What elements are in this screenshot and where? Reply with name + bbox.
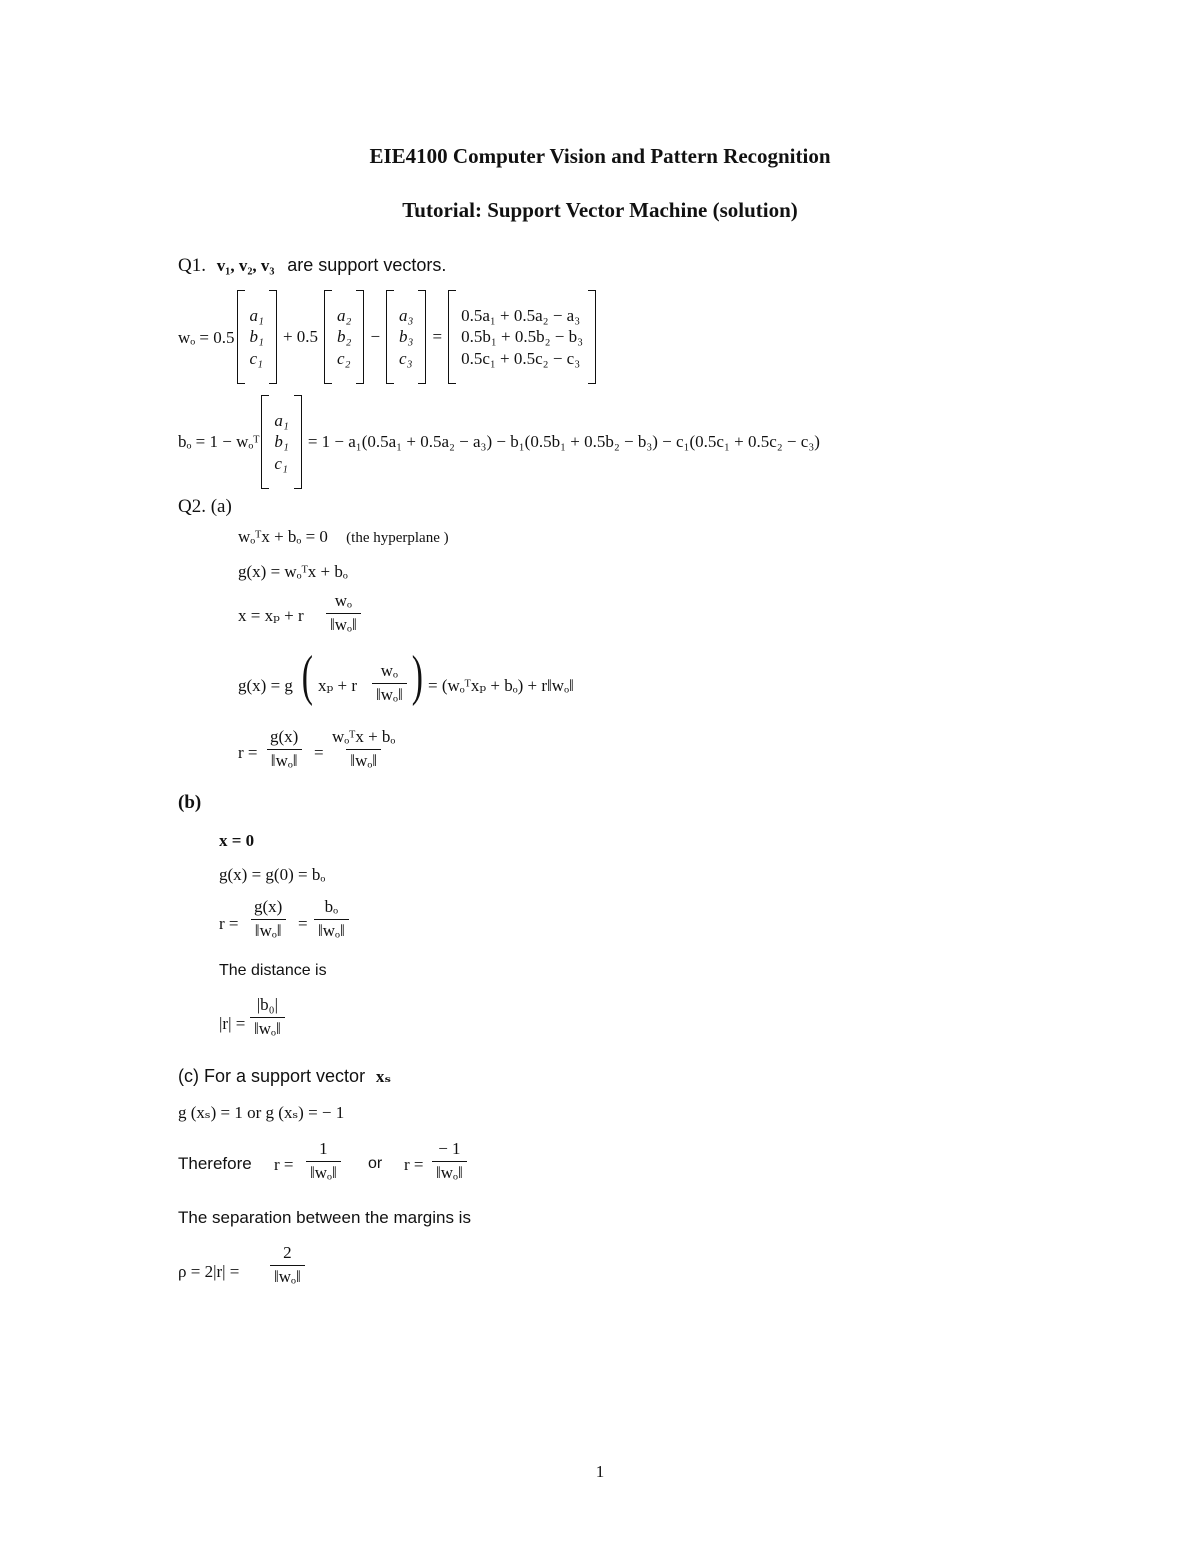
q2a-x-lhs: x = xₚ + r — [238, 606, 304, 625]
document-subtitle: Tutorial: Support Vector Machine (solution) — [402, 198, 798, 222]
q2c-line — [178, 1066, 391, 1088]
q2c-rho-fraction: $\frac{2}{\text{‖wₒ‖}}$ — [270, 1244, 305, 1286]
q2a-hyperplane: wₒᵀx + bₒ = 0 (the hyperplane ) — [238, 527, 449, 546]
q2a-g2-fraction: $\frac{\text{wₒ}}{\text{‖wₒ‖}}$ — [372, 662, 407, 704]
q2b-x-zero: x = 0 — [219, 831, 255, 850]
document-title: EIE4100 Computer Vision and Pattern Recognition — [369, 144, 831, 168]
q2b-r-lhs: r = — [219, 914, 239, 933]
q1-b-lhs: bₒ = 1 − wₒᵀ — [178, 432, 260, 451]
q2a-r-fraction2: wₒᵀx + bₒ ‖wₒ‖ — [332, 727, 396, 770]
q2c-r2-lhs: r = — [404, 1155, 424, 1174]
q2a-g2-rhs: = (wₒᵀxₚ + bₒ) + r‖wₒ‖ — [428, 676, 574, 695]
matrix-col3: a₃ b₃ c₃ — [399, 306, 414, 368]
q2b-g-zero: g(x) = g(0) = bₒ — [219, 865, 326, 884]
q2c-r1-lhs: r = — [274, 1155, 294, 1174]
q1-b-equation — [178, 395, 820, 489]
q1-equals: = — [432, 327, 443, 346]
matrix-col2: a₂ b₂ c₂ — [337, 306, 352, 368]
q2b-abs-fraction: $\frac{\text{|b₀|}}{\text{‖wₒ‖}}$ — [250, 996, 285, 1038]
matrix-b-col: a₁ b₁ c₁ — [274, 411, 289, 473]
q2c-label: (c) For a support vector — [178, 1066, 366, 1086]
q2c-g-condition: g (xₛ) = 1 or g (xₛ) = − 1 — [178, 1103, 345, 1122]
q1-b-rhs: = 1 − a₁(0.5a₁ + 0.5a₂ − a₃) − b₁(0.5b₁ + 0.5b₂ − b₃) − c₁(0.5c₁ + 0.5c₂ − c₃) — [307, 432, 820, 451]
q2c-therefore: Therefore — [178, 1154, 252, 1173]
q2a-g2-inner: xₚ + r — [318, 676, 358, 695]
q1-vectors: v₁, v₂, v₃ — [216, 256, 275, 275]
q2b-r-eq: = — [298, 914, 308, 933]
q2b-r-fraction2: $\frac{\text{bₒ}}{\text{‖wₒ‖}}$ — [314, 898, 349, 940]
q2b-label: (b) — [178, 792, 202, 813]
q1-statement: are support vectors. — [287, 255, 447, 275]
q2a-r-fraction1: $\frac{g(x)}{\text{‖wₒ‖}}$ — [266, 728, 302, 770]
q2a-x-fraction: $\frac{\text{wₒ}}{\text{‖wₒ‖}}$ — [326, 592, 361, 634]
q1-w-equation — [178, 290, 596, 384]
q2a-r-lhs: r = — [238, 743, 258, 762]
q2c-r1-fraction: $\frac{1}{\text{‖wₒ‖}}$ — [306, 1140, 341, 1182]
q2b-r-fraction1: $\frac{g(x)}{\text{‖wₒ‖}}$ — [250, 898, 286, 940]
matrix-col1: a₁ b₁ c₁ — [249, 306, 264, 368]
right-paren: ) — [411, 645, 423, 707]
q1-w-lhs: wₒ = 0.5 — [178, 327, 235, 347]
left-paren: ( — [301, 645, 313, 707]
q2c-separation-text: The separation between the margins is — [178, 1208, 471, 1227]
q2a-g-definition: g(x) = wₒᵀx + bₒ — [238, 562, 348, 581]
q2c-or: or — [368, 1155, 383, 1172]
matrix-result: 0.5a₁ + 0.5a₂ − a₃ 0.5b₁ + 0.5b₂ − b₃ 0.5c₁ + 0.5c₂ − c₃ — [461, 306, 584, 368]
q2b-distance-text: The distance is — [219, 962, 327, 979]
q1-line — [178, 255, 446, 277]
q2b-abs-lhs: |r| = — [219, 1014, 246, 1033]
q2c-rho-lhs: ρ = 2|r| = — [178, 1262, 240, 1281]
q2a-r-eq: = — [314, 743, 324, 762]
q1-plus-half: + 0.5 — [282, 327, 319, 346]
q2c-support-vector: xₛ — [375, 1067, 392, 1086]
q1-label: Q1. — [178, 255, 206, 276]
q2c-r2-fraction: $\frac{- 1}{\text{‖wₒ‖}}$ — [432, 1140, 467, 1182]
q1-minus: − — [370, 327, 381, 346]
q2a-hyperplane-note: (the hyperplane ) — [346, 530, 449, 546]
q2a-g2-lhs: g(x) = g — [238, 676, 293, 695]
page-number: 1 — [595, 1462, 605, 1481]
q2a-label: Q2. (a) — [178, 496, 232, 517]
